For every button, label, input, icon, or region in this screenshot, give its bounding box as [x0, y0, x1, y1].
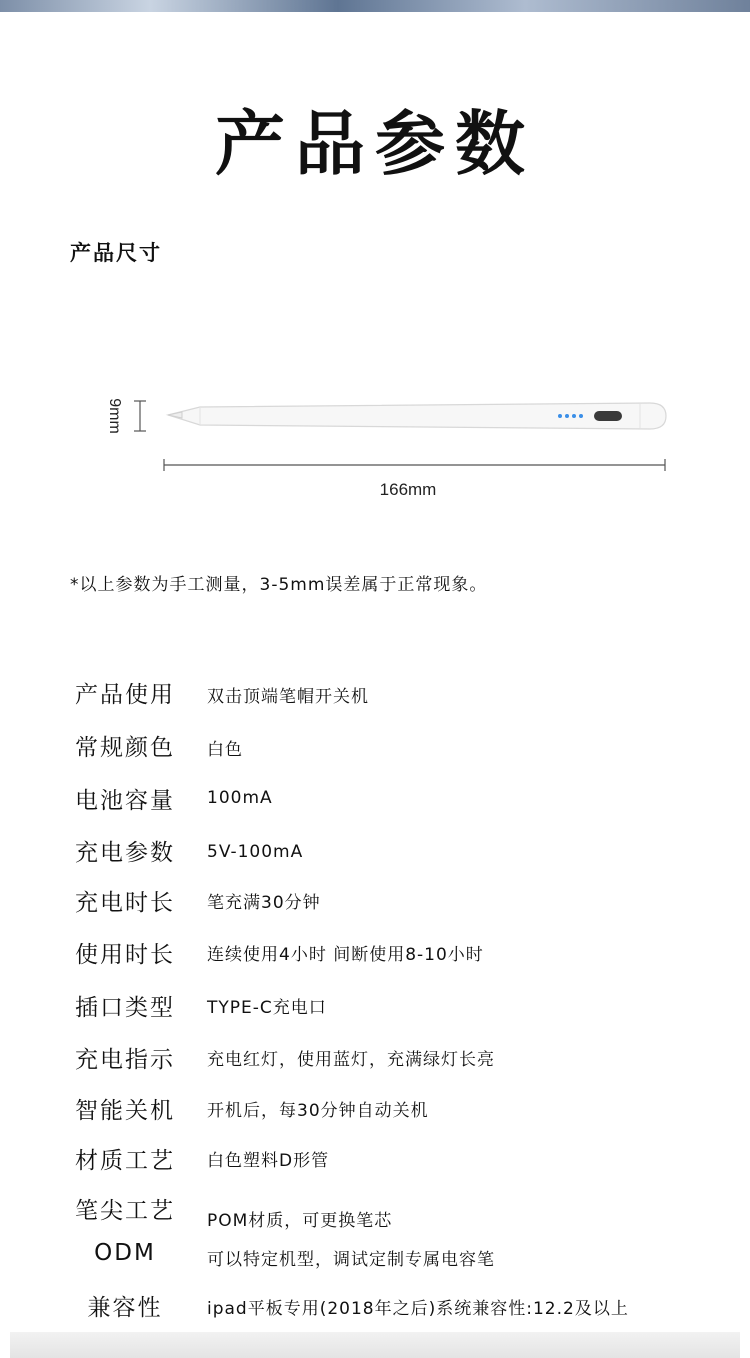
pen-illustration	[100, 385, 680, 505]
spec-row	[0, 725, 750, 769]
spec-label: 材质工艺	[75, 1148, 175, 1174]
spec-value: 双击顶端笔帽开关机	[207, 687, 369, 707]
spec-label: 常规颜色	[75, 735, 175, 761]
spec-row	[0, 880, 750, 924]
measurement-note: *以上参数为手工测量，3-5mm误差属于正常现象。	[70, 575, 488, 595]
spec-row	[0, 1188, 750, 1232]
page-title: 产品参数	[215, 103, 535, 185]
spec-row	[0, 778, 750, 822]
pen-dimension-diagram	[100, 385, 680, 505]
spec-label: 笔尖工艺	[75, 1198, 175, 1224]
spec-row	[0, 1238, 750, 1282]
spec-label: 充电时长	[75, 890, 175, 916]
spec-label: ODM	[94, 1240, 156, 1266]
spec-row	[0, 672, 750, 716]
spec-value: 开机后，每30分钟自动关机	[207, 1101, 429, 1121]
spec-value: 白色塑料D形管	[207, 1151, 330, 1171]
diameter-label: 9mm	[106, 398, 123, 434]
spec-label: 产品使用	[75, 682, 175, 708]
spec-label: 兼容性	[87, 1295, 163, 1321]
spec-label: 使用时长	[75, 942, 175, 968]
spec-value: 笔充满30分钟	[207, 893, 321, 913]
spec-label: 智能关机	[75, 1098, 175, 1124]
spec-label: 电池容量	[75, 788, 175, 814]
spec-label: 插口类型	[75, 995, 175, 1021]
spec-row	[0, 830, 750, 874]
spec-value: ipad平板专用(2018年之后)系统兼容性:12.2及以上	[207, 1299, 629, 1319]
spec-value: 100mA	[207, 788, 273, 808]
section-title-size: 产品尺寸	[70, 241, 162, 265]
spec-row	[0, 1037, 750, 1081]
spec-label: 充电指示	[75, 1047, 175, 1073]
spec-row	[0, 1088, 750, 1132]
spec-value: 可以特定机型，调试定制专属电容笔	[207, 1250, 495, 1270]
spec-value: 白色	[207, 740, 243, 760]
spec-value: TYPE-C充电口	[207, 998, 327, 1018]
top-decorative-band	[0, 0, 750, 12]
spec-value: 充电红灯，使用蓝灯，充满绿灯长亮	[207, 1050, 495, 1070]
spec-value: 连续使用4小时 间断使用8-10小时	[207, 945, 484, 965]
spec-value: 5V-100mA	[207, 842, 304, 862]
length-label: 166mm	[379, 480, 437, 499]
spec-row	[0, 1138, 750, 1182]
spec-row	[0, 932, 750, 976]
spec-label: 充电参数	[75, 840, 175, 866]
spec-row	[0, 985, 750, 1029]
spec-value: POM材质，可更换笔芯	[207, 1211, 393, 1231]
bottom-decorative-band	[10, 1332, 740, 1358]
spec-row	[0, 1287, 750, 1331]
